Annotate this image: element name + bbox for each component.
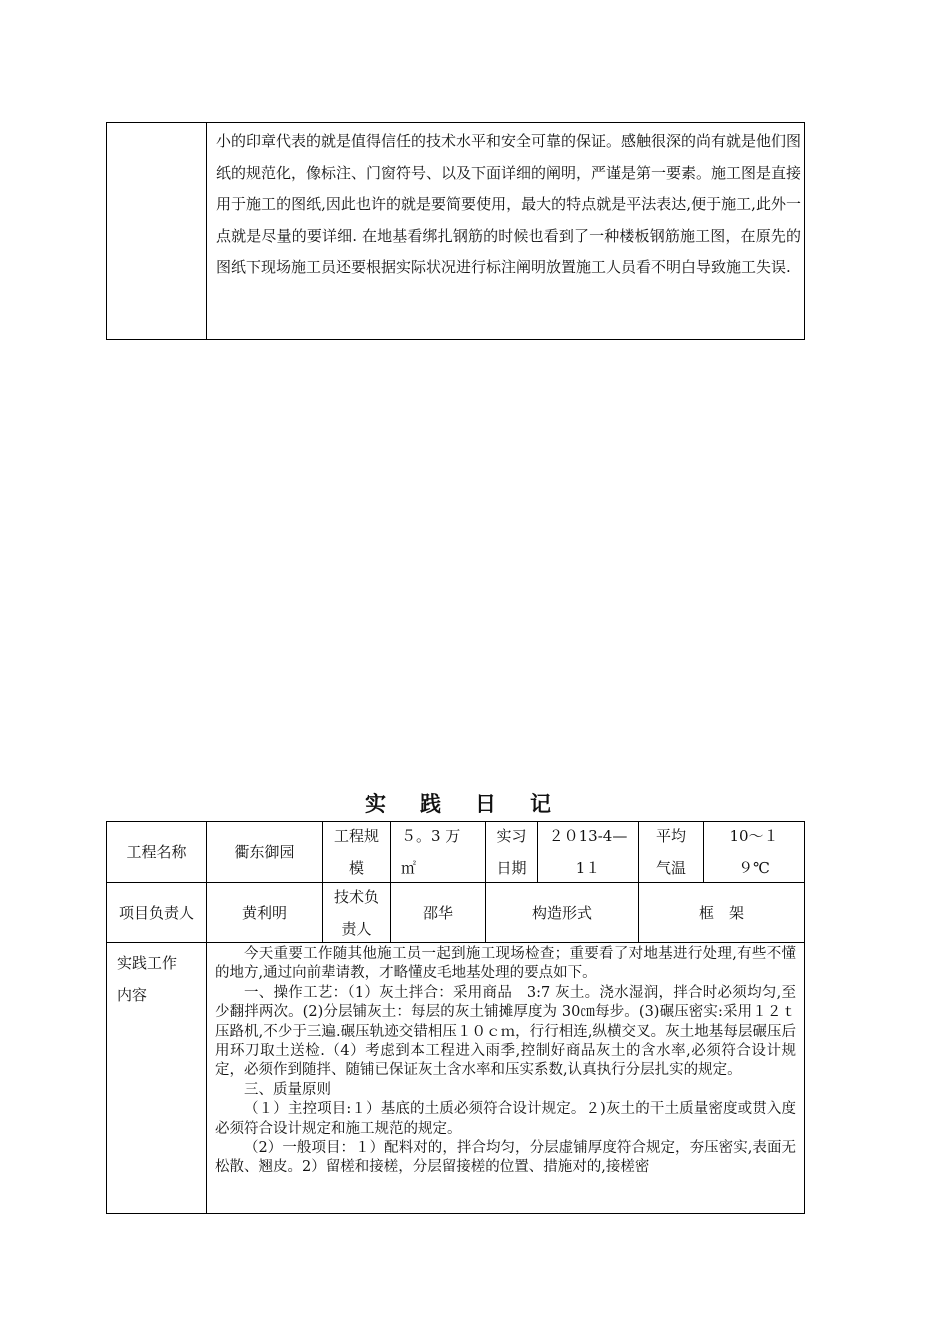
project-name-value: 衢东御园 [207,822,323,883]
column-divider [206,123,207,339]
structure-value: 框 架 [639,883,804,943]
work-content-label [107,943,207,1213]
temp-label: 平均气温 [639,822,704,883]
content-paragraph: 三、质量原则 [244,1081,331,1098]
scale-label: 工程规模 [323,822,391,883]
continuation-table [106,122,805,340]
manager-value: 黄利明 [207,883,323,943]
page-title: 实践日记 [365,792,585,816]
work-content-label-text: 实践工作内容 [117,954,178,1004]
content-paragraph: 今天重要工作随其他施工员一起到施工现场检查；重要看了对地基进行处理,有些不懂的地方,通过向前辈请教，才略懂皮毛地基处理的要点如下。 [215,946,796,982]
date-value: ２０13-4—1１ [538,822,639,883]
structure-label: 构造形式 [486,883,639,943]
content-paragraph: （2）一般项目：１）配料对的，拌合均匀，分层虚铺厚度符合规定，夯压密实,表面无松散、翘皮。2）留槎和接槎，分层留接槎的位置、措施对的,接槎密 [215,1140,796,1176]
continuation-text-cell [216,126,801,284]
tech-value: 邵华 [391,883,486,943]
project-name-label: 工程名称 [107,822,207,883]
scale-value: ５。3 万㎡ [391,822,486,883]
work-content-cell [207,943,804,1213]
date-label: 实习日期 [486,822,538,883]
diary-table [106,821,805,1214]
continuation-paragraph: 小的印章代表的就是值得信任的技术水平和安全可靠的保证。感触很深的尚有就是他们图纸的规范化，像标注、门窗符号、以及下面详细的阐明，严谨是第一要素。施工图是直接用于施工的图纸,因此也许的就是要简要使用，最大的特点就是平法表达,便于施工,此外一点就是尽量的要详细. 在地基看绑扎钢筋的时候也看到了一种楼板钢筋施工图，在原先的图纸下现场施工员还要根据实际状况进行标注阐明放置施工人员看不明白导致施工失误. [216,132,802,276]
manager-label: 项目负责人 [107,883,207,943]
temp-value: 10～１９℃ [704,822,804,883]
content-paragraph: 一、操作工艺：（1）灰土拌合：采用商品 3:7 灰土。浇水湿润，拌合时必须均匀,至少翻拌两次。(2)分层铺灰土：每层的灰土铺摊厚度为 30㎝每步。(3)碾压密实:采用１２ｔ压路机,不少于三遍.碾压轨迹交错相压１０ｃｍ，行行相连,纵横交叉。灰土地基每层碾压后用环刀取土送检.（4）考虑到本工程进入雨季,控制好商品灰土的含水率,必须符合设计规定，必须作到随拌、随铺已保证灰土含水率和压实系数,认真执行分层扎实的规定。 [215,984,796,1079]
tech-label: 技术负责人 [323,883,391,943]
content-paragraph: （１）主控项目:１）基底的土质必须符合设计规定。２)灰土的干土质量密度或贯入度必须符合设计规定和施工规范的规定。 [215,1101,796,1137]
